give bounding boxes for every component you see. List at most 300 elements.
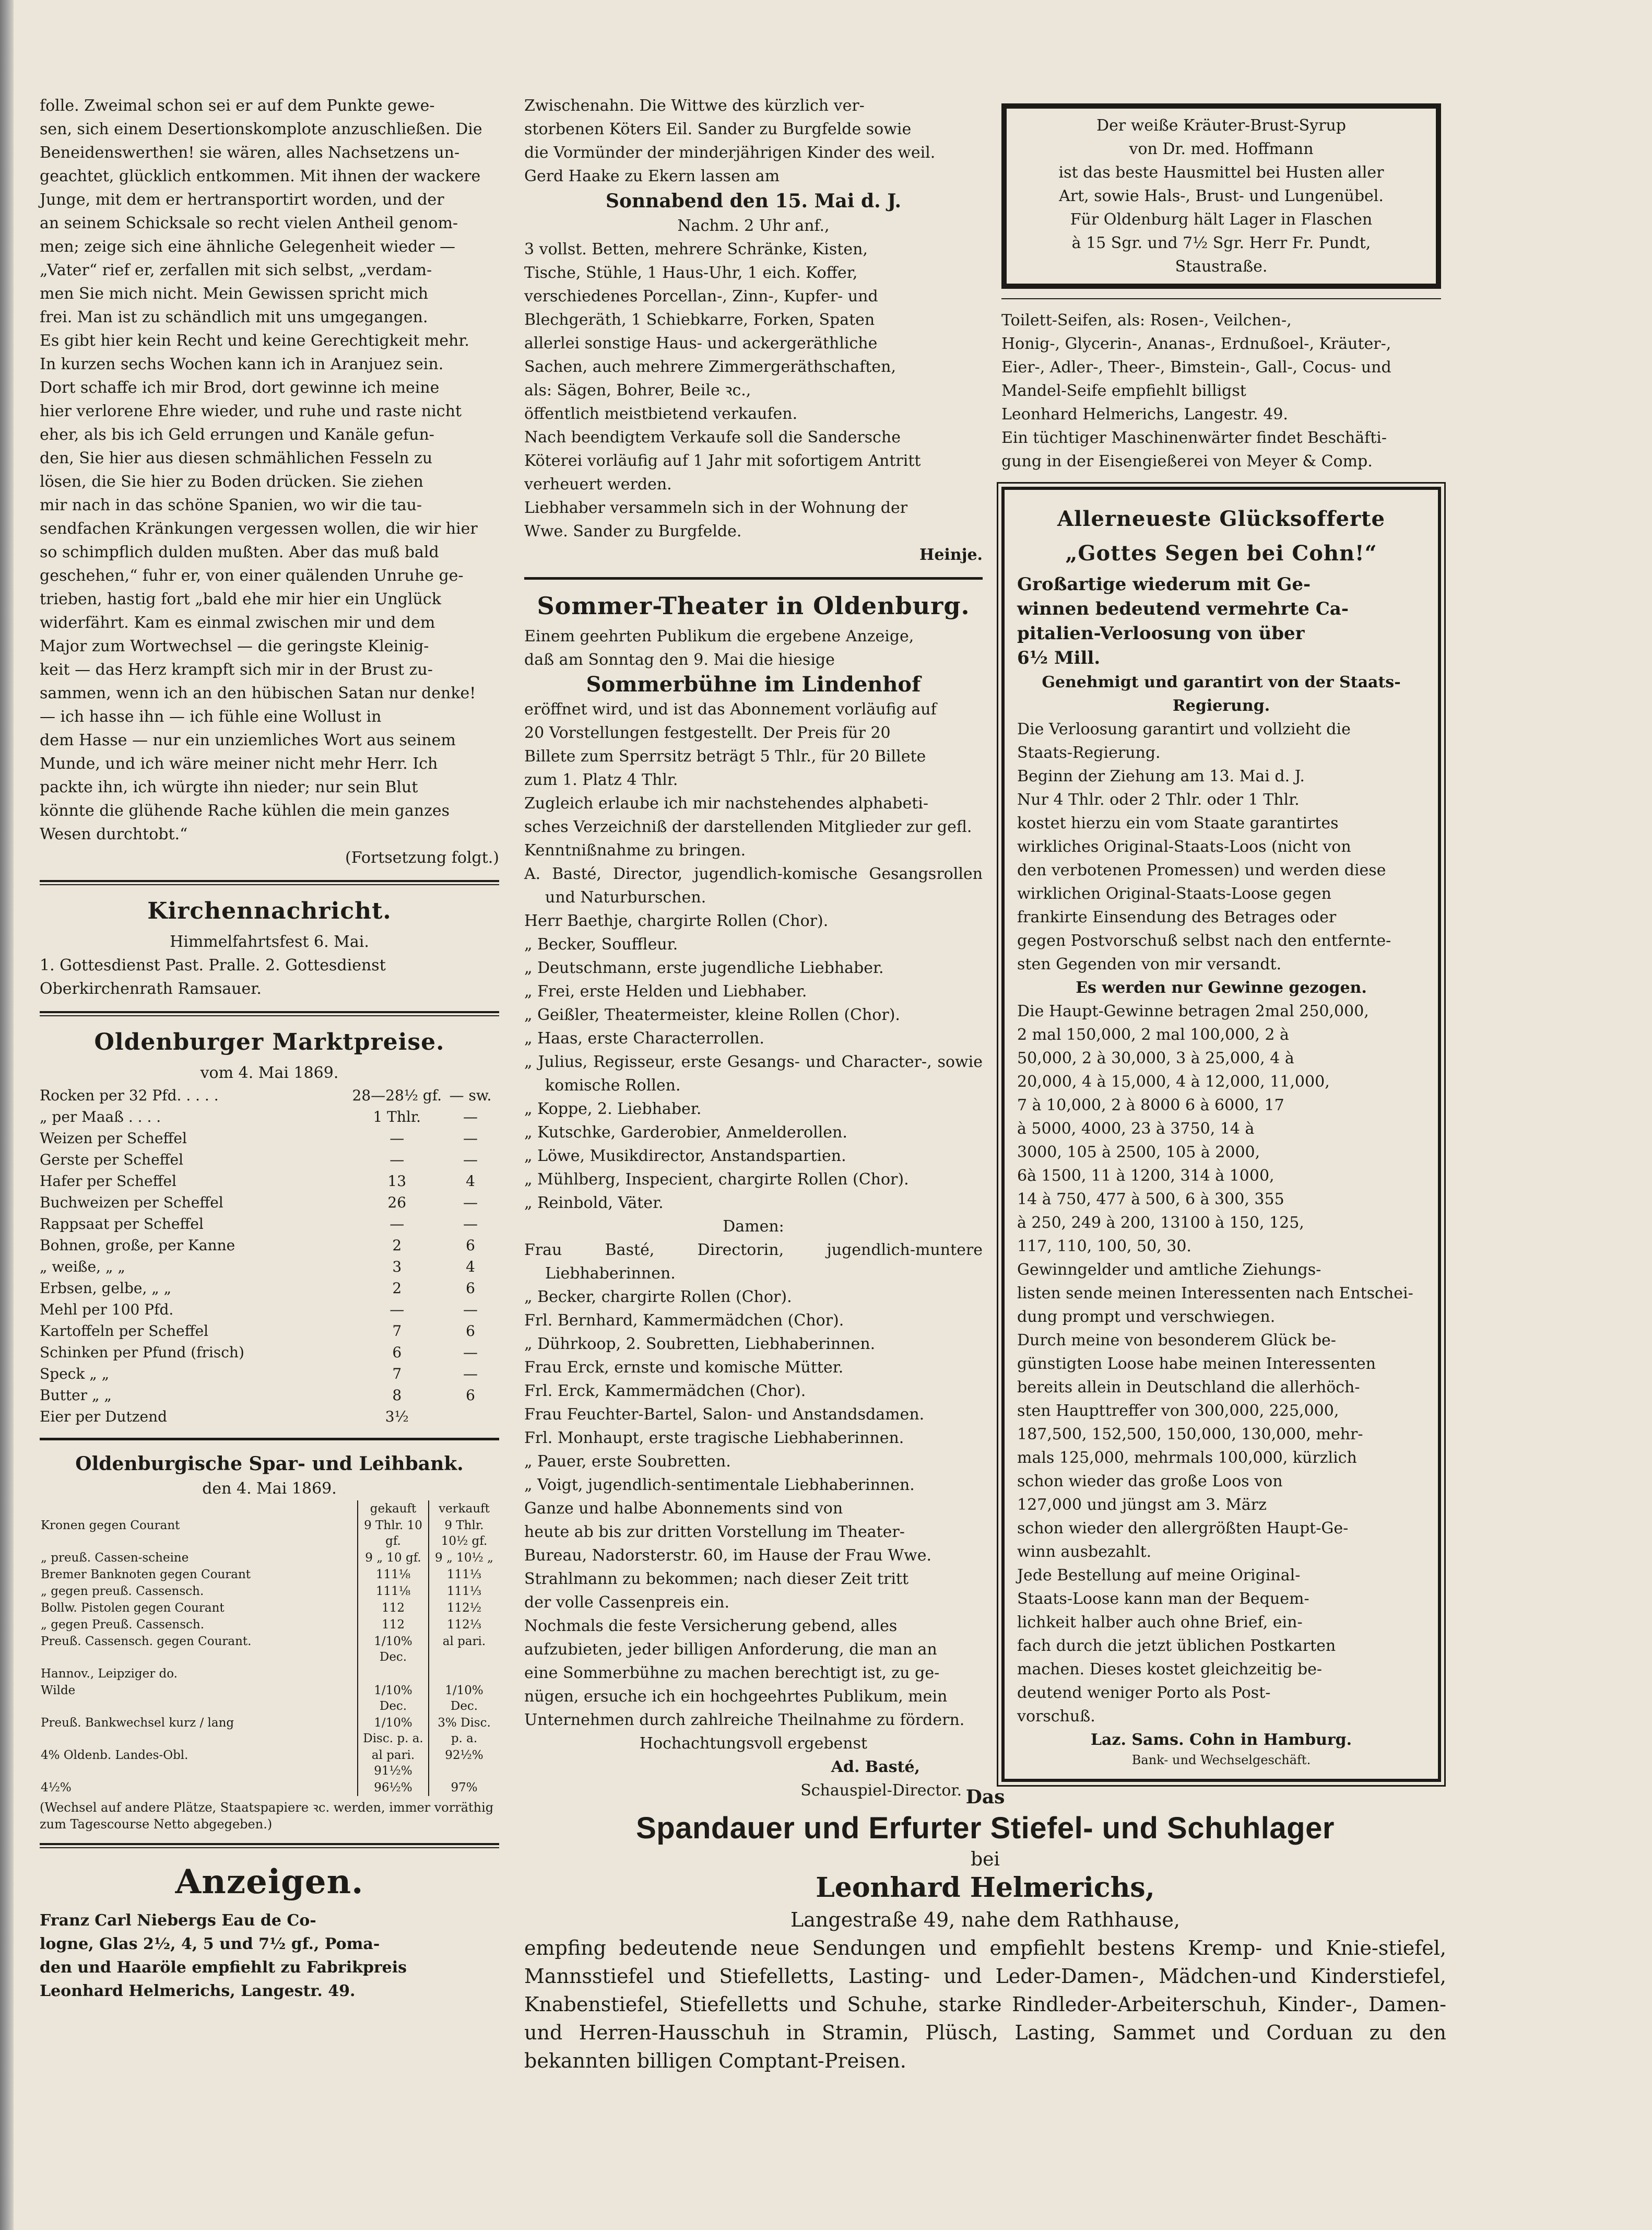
lottery-line: den verbotenen Promessen) und werden diese bbox=[1017, 861, 1386, 879]
market-cell: 6 bbox=[392, 1344, 402, 1361]
shoe-name: Leonhard Helmerichs, bbox=[816, 1872, 1155, 1904]
market-row bbox=[40, 1320, 499, 1342]
story-line: Munde, und ich wäre meiner nicht mehr Herr. Ich bbox=[40, 755, 438, 773]
theater-body bbox=[524, 698, 983, 862]
church-title: Kirchennachricht. bbox=[147, 898, 392, 924]
theater-line: Zugleich erlaube ich mir nachstehendes alphabeti- bbox=[524, 794, 928, 813]
bank-cell: Wilde bbox=[41, 1684, 76, 1697]
theater-end bbox=[524, 1497, 983, 1732]
bank-cell: 9 Thlr. 10 gf. bbox=[358, 1517, 429, 1550]
story-line: Major zum Wortwechsel — die geringste Kleinig- bbox=[40, 637, 429, 655]
market-cell: — bbox=[463, 1194, 478, 1211]
lottery-line: 127,000 und jüngst am 3. März bbox=[1017, 1496, 1267, 1514]
cast-entry: „ Reinbold, Väter. bbox=[524, 1194, 664, 1212]
market-cell: 6 bbox=[466, 1387, 475, 1404]
market-cell: — bbox=[463, 1344, 478, 1361]
market-cell: Buchweizen per Scheffel bbox=[40, 1194, 223, 1211]
divider bbox=[1001, 298, 1441, 299]
lottery-line: mals 125,000, mehrmals 100,000, kürzlich bbox=[1017, 1449, 1357, 1467]
lottery-line: Durch meine von besonderem Glück be- bbox=[1017, 1331, 1336, 1349]
theater-line: Bureau, Nadorsterstr. 60, im Hause der Frau Wwe. bbox=[524, 1546, 932, 1565]
story-line: sen, sich einem Desertionskomplote anzuschließen. Die bbox=[40, 120, 482, 138]
market-row bbox=[40, 1128, 499, 1149]
auction-line: Gerd Haake zu Ekern lassen am bbox=[524, 167, 780, 185]
cast-entry: A. Basté, Director, jugendlich-komische Gesangsrollen und Naturburschen. bbox=[524, 865, 983, 907]
column-left bbox=[40, 94, 499, 2003]
bank-cell: 92½% bbox=[429, 1747, 499, 1779]
bank-cell: Preuß. Bankwechsel kurz / lang bbox=[41, 1716, 234, 1730]
lottery-signature: Laz. Sams. Cohn in Hamburg. bbox=[1090, 1731, 1352, 1749]
story-line: keit — das Herz krampft sich mir in der Brust zu- bbox=[40, 661, 433, 679]
divider bbox=[40, 880, 499, 885]
theater-intro bbox=[524, 625, 983, 672]
cast-entry: „ Geißler, Theatermeister, kleine Rollen (Chor). bbox=[524, 1006, 900, 1024]
bank-cell: 112½ bbox=[429, 1600, 499, 1616]
market-row bbox=[40, 1235, 499, 1256]
ad-line: Leonhard Helmerichs, Langestr. 49. bbox=[40, 1982, 356, 2000]
lottery-line: deutend weniger Porto als Post- bbox=[1017, 1684, 1271, 1702]
soap-line: Mandel-Seife empfiehlt billigst bbox=[1001, 382, 1246, 400]
lottery-prize-line: 7 à 10,000, 2 à 8000 6 à 6000, 17 bbox=[1017, 1096, 1284, 1114]
story-line: Junge, mit dem er hertransportirt worden, und der bbox=[40, 191, 444, 209]
market-cell: 13 bbox=[387, 1172, 407, 1190]
bank-cell: „ gegen preuß. Cassensch. bbox=[41, 1585, 204, 1598]
bank-cell: „ preuß. Cassen-scheine bbox=[41, 1551, 189, 1565]
lottery-line: pitalien-Verloosung von über bbox=[1017, 623, 1305, 644]
bank-row bbox=[40, 1566, 499, 1583]
market-cell: 6 bbox=[466, 1322, 475, 1340]
market-cell: 26 bbox=[387, 1194, 407, 1211]
market-cell: Hafer per Scheffel bbox=[40, 1172, 176, 1190]
bank-cell: 9 „ 10½ „ bbox=[429, 1550, 499, 1566]
syrup-line: von Dr. med. Hoffmann bbox=[1129, 140, 1314, 158]
lottery-line: machen. Dieses kostet gleichzeitig be- bbox=[1017, 1660, 1323, 1679]
theater-line: eröffnet wird, und ist das Abonnement vorläufig auf bbox=[524, 700, 937, 719]
auction-line: die Vormünder der minderjährigen Kinder des weil. bbox=[524, 144, 936, 162]
auction-line: Tische, Stühle, 1 Haus-Uhr, 1 eich. Koffer, bbox=[524, 264, 858, 282]
syrup-line: Für Oldenburg hält Lager in Flaschen bbox=[1070, 210, 1373, 229]
market-row bbox=[40, 1256, 499, 1277]
market-cell: 2 bbox=[392, 1237, 402, 1254]
story-line: Beneidenswerthen! sie wären, alles Nachsetzens un- bbox=[40, 144, 460, 162]
ad-line: logne, Glas 2½, 4, 5 und 7½ gf., Poma- bbox=[40, 1935, 380, 1953]
cast-entry: Frau Feuchter-Bartel, Salon- und Anstandsdamen. bbox=[524, 1405, 925, 1424]
theater-line: Einem geehrten Publikum die ergebene Anzeige, bbox=[524, 627, 914, 645]
bank-cell: 9 „ 10 gf. bbox=[358, 1550, 429, 1566]
market-row bbox=[40, 1170, 499, 1192]
cast-men bbox=[524, 862, 983, 1215]
cast-entry: „ Deutschmann, erste jugendliche Liebhaber. bbox=[524, 959, 884, 977]
lottery-ad bbox=[1001, 487, 1441, 1782]
auction-line: Nach beendigtem Verkaufe soll die Sandersche bbox=[524, 428, 901, 447]
cast-entry: „ Pauer, erste Soubretten. bbox=[524, 1452, 731, 1471]
market-title: Oldenburger Marktpreise. bbox=[94, 1029, 445, 1055]
syrup-line: ist das beste Hausmittel bei Husten aller bbox=[1058, 163, 1384, 182]
ladies-heading: Damen: bbox=[723, 1217, 784, 1236]
lottery-wins: Es werden nur Gewinne gezogen. bbox=[1076, 979, 1367, 997]
cast-women bbox=[524, 1238, 983, 1497]
lottery-line: Gewinngelder und amtliche Ziehungs- bbox=[1017, 1261, 1321, 1279]
story-line: an seinem Schicksale so recht vielen Antheil genom- bbox=[40, 214, 458, 232]
market-cell: 6 bbox=[466, 1237, 475, 1254]
market-cell: Mehl per 100 Pfd. bbox=[40, 1301, 174, 1318]
story-line: folle. Zweimal schon sei er auf dem Punkte gewe- bbox=[40, 97, 435, 115]
soap-line: Honig-, Glycerin-, Ananas-, Erdnußoel-, Kräuter-, bbox=[1001, 335, 1391, 353]
bank-cell: Preuß. Cassensch. gegen Courant. bbox=[41, 1635, 252, 1648]
cast-entry: „ Koppe, 2. Liebhaber. bbox=[524, 1100, 702, 1118]
bank-title: Oldenburgische Spar- und Leihbank. bbox=[75, 1453, 464, 1475]
market-cell: — bbox=[390, 1215, 405, 1233]
lottery-line: bereits allein in Deutschland die allerhöch- bbox=[1017, 1378, 1360, 1396]
auction-line: Sachen, auch mehrere Zimmergeräthschaften, bbox=[524, 358, 896, 376]
lottery-prize-line: Die Haupt-Gewinne betragen 2mal 250,000, bbox=[1017, 1002, 1369, 1020]
lottery-tail bbox=[1017, 1258, 1425, 1728]
lottery-prizes bbox=[1017, 1000, 1425, 1258]
theater-line: sches Verzeichniß der darstellenden Mitglieder zur gefl. bbox=[524, 818, 972, 836]
lottery-line: vorschuß. bbox=[1017, 1707, 1095, 1726]
bank-row bbox=[40, 1616, 499, 1633]
theater-sub: Sommerbühne im Lindenhof bbox=[586, 672, 921, 697]
cast-entry: „ Löwe, Musikdirector, Anstandspartien. bbox=[524, 1147, 846, 1165]
auction-line: verheuert werden. bbox=[524, 475, 672, 494]
lottery-gov: Genehmigt und garantirt von der Staats-Regierung. bbox=[1042, 673, 1401, 715]
bank-row bbox=[40, 1665, 499, 1682]
market-cell: — bbox=[463, 1215, 478, 1233]
bank-cell: 111⅓ bbox=[429, 1566, 499, 1583]
binding-edge bbox=[0, 0, 14, 2230]
lottery-line: winnen bedeutend vermehrte Ca- bbox=[1017, 598, 1349, 619]
cast-entry: „ Julius, Regisseur, erste Gesangs- und Character-, sowie komische Rollen. bbox=[524, 1053, 983, 1095]
market-cell: Gerste per Scheffel bbox=[40, 1151, 184, 1168]
soap-line: Leonhard Helmerichs, Langestr. 49. bbox=[1001, 405, 1288, 424]
lottery-line: dung prompt und verschwiegen. bbox=[1017, 1308, 1276, 1326]
auction-line: öffentlich meistbietend verkaufen. bbox=[524, 405, 798, 423]
auction-line: 3 vollst. Betten, mehrere Schränke, Kisten, bbox=[524, 240, 868, 259]
market-row bbox=[40, 1406, 499, 1427]
bank-cell: Hannov., Leipziger do. bbox=[41, 1667, 178, 1681]
market-cell: — bbox=[463, 1301, 478, 1318]
market-cell: Eier per Dutzend bbox=[40, 1408, 168, 1425]
cast-entry: „ Frei, erste Helden und Liebhaber. bbox=[524, 982, 807, 1001]
theater-line: Billete zum Sperrsitz beträgt 5 Thlr., für 20 Billete bbox=[524, 747, 926, 766]
market-cell: Weizen per Scheffel bbox=[40, 1130, 187, 1147]
bank-row bbox=[40, 1550, 499, 1566]
story-line: geschehen,“ fuhr er, von einer quälenden Unruhe ge- bbox=[40, 567, 464, 585]
auction-line: als: Sägen, Bohrer, Beile ꝛc., bbox=[524, 381, 751, 400]
bank-row bbox=[40, 1517, 499, 1550]
divider bbox=[524, 577, 983, 580]
cast-entry: „ Voigt, jugendlich-sentimentale Liebhaberinnen. bbox=[524, 1476, 915, 1494]
market-row bbox=[40, 1299, 499, 1320]
story-line: so schimpflich dulden mußten. Aber das muß bald bbox=[40, 543, 439, 561]
market-cell bbox=[442, 1406, 499, 1427]
market-row bbox=[40, 1085, 499, 1106]
bank-row bbox=[40, 1633, 499, 1665]
bank-cell: 111⅓ bbox=[429, 1583, 499, 1600]
market-row bbox=[40, 1384, 499, 1406]
story-line: mir nach in das schöne Spanien, wo wir die tau- bbox=[40, 496, 422, 514]
lottery-prize-line: 14 à 750, 477 à 500, 6 à 300, 355 bbox=[1017, 1190, 1284, 1208]
bank-cell: 3% Disc. p. a. bbox=[429, 1715, 499, 1747]
theater-line: daß am Sonntag den 9. Mai die hiesige bbox=[524, 651, 835, 669]
shoe-address: Langestraße 49, nahe dem Rathhause, bbox=[790, 1908, 1180, 1931]
market-cell: 2 bbox=[392, 1280, 402, 1297]
bank-cell: 96½% bbox=[358, 1779, 429, 1796]
shoe-ad bbox=[524, 1786, 1446, 2075]
story-line: geachtet, glücklich entkommen. Mit ihnen der wackere bbox=[40, 167, 481, 185]
market-cell: Rocken per 32 Pfd. . . . . bbox=[40, 1087, 219, 1104]
story-line: „Vater“ rief er, zerfallen mit sich selbst, „verdam- bbox=[40, 261, 432, 279]
auction-date: Sonnabend den 15. Mai d. J. bbox=[606, 190, 901, 212]
market-table bbox=[40, 1085, 499, 1427]
market-row bbox=[40, 1149, 499, 1170]
theater-line: Ganze und halbe Abonnements sind von bbox=[524, 1499, 843, 1518]
auction-line: Liebhaber versammeln sich in der Wohnung der bbox=[524, 499, 908, 517]
market-date: vom 4. Mai 1869. bbox=[200, 1064, 339, 1082]
church-line: 1. Gottesdienst Past. Pralle. 2. Gottesdienst bbox=[40, 956, 386, 975]
bank-row bbox=[40, 1600, 499, 1616]
bank-row bbox=[40, 1779, 499, 1796]
bank-cell: al pari. bbox=[429, 1633, 499, 1665]
lottery-line: Die Verloosung garantirt und vollzieht die bbox=[1017, 720, 1351, 738]
soap-line: Toilett-Seifen, als: Rosen-, Veilchen-, bbox=[1001, 311, 1292, 330]
syrup-line: Art, sowie Hals-, Brust- und Lungenübel. bbox=[1059, 187, 1384, 205]
lottery-prize-line: 6à 1500, 11 à 1200, 314 à 1000, bbox=[1017, 1167, 1275, 1185]
lottery-line: Staats-Loose kann man der Bequem- bbox=[1017, 1590, 1309, 1608]
bank-note: (Wechsel auf andere Plätze, Staatspapiere ꝛc. werden, immer vorräthig zum Tagescourse Netto abgegeben.) bbox=[40, 1800, 494, 1832]
lottery-prize-line: 117, 110, 100, 50, 30. bbox=[1017, 1237, 1191, 1255]
market-cell: — sw. bbox=[449, 1087, 492, 1104]
lottery-line: winn ausbezahlt. bbox=[1017, 1543, 1152, 1561]
market-cell: — bbox=[463, 1365, 478, 1382]
story-text bbox=[40, 94, 499, 846]
theater-role: Schauspiel-Director. bbox=[800, 1781, 962, 1800]
bank-cell: 1/10% Dec. bbox=[358, 1633, 429, 1665]
theater-line: heute ab bis zur dritten Vorstellung im Theater- bbox=[524, 1523, 905, 1541]
theater-line: der volle Cassenpreis ein. bbox=[524, 1593, 730, 1612]
lottery-line: frankirte Einsendung des Betrages oder bbox=[1017, 908, 1337, 926]
auction-line: allerlei sonstige Haus- und ackergeräthliche bbox=[524, 334, 878, 353]
lottery-line: sten Haupttreffer von 300,000, 225,000, bbox=[1017, 1402, 1339, 1420]
bank-row bbox=[40, 1583, 499, 1600]
lottery-bold bbox=[1017, 572, 1425, 671]
lottery-sub: „Gottes Segen bei Cohn!“ bbox=[1065, 541, 1377, 566]
bank-row bbox=[40, 1715, 499, 1747]
bank-head-buy: gekauft bbox=[358, 1500, 429, 1517]
theater-line: zum 1. Platz 4 Thlr. bbox=[524, 771, 678, 789]
bank-head-sell: verkauft bbox=[429, 1500, 499, 1517]
church-line: Oberkirchenrath Ramsauer. bbox=[40, 980, 262, 998]
bank-cell: Kronen gegen Courant bbox=[41, 1519, 180, 1532]
market-cell: — bbox=[463, 1130, 478, 1147]
story-line: eher, als bis ich Geld errungen und Kanäle gefun- bbox=[40, 426, 434, 444]
cast-entry: Herr Baethje, chargirte Rollen (Chor). bbox=[524, 912, 829, 930]
story-line: men; zeige sich eine ähnliche Gelegenheit wieder — bbox=[40, 238, 456, 256]
theater-line: nügen, ersuche ich ein hochgeehrtes Publikum, mein bbox=[524, 1687, 948, 1706]
cast-entry: „ Mühlberg, Inspecient, chargirte Rollen (Chor). bbox=[524, 1170, 909, 1189]
lottery-line: gegen Postvorschuß selbst nach den entfernte- bbox=[1017, 932, 1391, 950]
bank-cell: Bremer Banknoten gegen Courant bbox=[41, 1568, 251, 1581]
ads-title: Anzeigen. bbox=[175, 1862, 364, 1902]
church-line: Himmelfahrtsfest 6. Mai. bbox=[170, 933, 369, 951]
market-cell: Bohnen, große, per Kanne bbox=[40, 1237, 235, 1254]
bank-cell bbox=[429, 1665, 499, 1682]
theater-regards: Hochachtungsvoll ergebenst bbox=[639, 1734, 868, 1753]
syrup-line: Staustraße. bbox=[1175, 257, 1268, 276]
ad-line: Franz Carl Niebergs Eau de Co- bbox=[40, 1911, 316, 1930]
cologne-ad bbox=[40, 1909, 499, 2003]
market-cell: Kartoffeln per Scheffel bbox=[40, 1322, 209, 1340]
bank-date: den 4. Mai 1869. bbox=[202, 1480, 337, 1498]
syrup-ad bbox=[1001, 103, 1441, 289]
bank-cell: 1/10% Disc. p. a. bbox=[358, 1715, 429, 1747]
lottery-prize-line: à 250, 249 à 200, 13100 à 150, 125, bbox=[1017, 1214, 1304, 1232]
cast-entry: Frl. Monhaupt, erste tragische Liebhaberinnen. bbox=[524, 1429, 904, 1447]
lottery-line: Jede Bestellung auf meine Original- bbox=[1017, 1566, 1301, 1585]
column-middle bbox=[524, 94, 983, 1802]
lottery-firm: Bank- und Wechselgeschäft. bbox=[1131, 1753, 1311, 1767]
market-row bbox=[40, 1363, 499, 1384]
bank-cell bbox=[358, 1665, 429, 1682]
market-cell: 4 bbox=[466, 1258, 475, 1275]
lottery-line: Beginn der Ziehung am 13. Mai d. J. bbox=[1017, 767, 1305, 785]
lottery-line: Staats-Regierung. bbox=[1017, 744, 1161, 762]
lottery-line: günstigten Loose habe meinen Interessenten bbox=[1017, 1355, 1376, 1373]
story-line: Es gibt hier kein Recht und keine Gerechtigkeit mehr. bbox=[40, 332, 469, 350]
theater-line: aufzubieten, jeder billigen Anforderung, die man an bbox=[524, 1640, 937, 1659]
story-line: lösen, die Sie hier zu Boden drücken. Sie ziehen bbox=[40, 473, 423, 491]
story-line: packte ihn, ich würgte ihn nieder; nur sein Blut bbox=[40, 778, 418, 796]
story-line: — ich hasse ihn — ich fühle eine Wollust in bbox=[40, 708, 382, 726]
story-line: widerfährt. Kam es einmal zwischen mir und dem bbox=[40, 614, 435, 632]
lottery-prize-line: 3000, 105 à 2500, 105 à 2000, bbox=[1017, 1143, 1260, 1161]
market-cell: — bbox=[463, 1108, 478, 1125]
lottery-line: Nur 4 Thlr. oder 2 Thlr. oder 1 Thlr. bbox=[1017, 791, 1300, 809]
theater-line: eine Sommerbühne zu machen berechtigt ist, zu ge- bbox=[524, 1664, 940, 1682]
market-cell: 1 Thlr. bbox=[373, 1108, 421, 1125]
auction-line: storbenen Köters Eil. Sander zu Burgfelde sowie bbox=[524, 120, 912, 138]
bank-cell: 111⅛ bbox=[358, 1583, 429, 1600]
syrup-line: à 15 Sgr. und 7½ Sgr. Herr Fr. Pundt, bbox=[1071, 234, 1371, 252]
theater-line: Unternehmen durch zahlreiche Theilnahme zu fördern. bbox=[524, 1711, 965, 1729]
market-row bbox=[40, 1277, 499, 1299]
market-row bbox=[40, 1106, 499, 1128]
job-line: gung in der Eisengießerei von Meyer & Comp. bbox=[1001, 452, 1373, 471]
lottery-line: fach durch die jetzt üblichen Postkarten bbox=[1017, 1637, 1336, 1655]
bank-cell: 97% bbox=[429, 1779, 499, 1796]
cast-entry: Frl. Erck, Kammermädchen (Chor). bbox=[524, 1382, 806, 1400]
bank-cell: 1/10% Dec. bbox=[429, 1682, 499, 1715]
auction-signature: Heinje. bbox=[919, 546, 983, 564]
job-ad bbox=[1001, 426, 1441, 473]
lottery-line: schon wieder das große Loos von bbox=[1017, 1472, 1283, 1490]
lottery-line: kostet hierzu ein vom Staate garantirtes bbox=[1017, 814, 1339, 832]
bank-cell: 112⅓ bbox=[429, 1616, 499, 1633]
lottery-prize-line: 20,000, 4 à 15,000, 4 à 12,000, 11,000, bbox=[1017, 1073, 1330, 1091]
bank-cell: 111⅛ bbox=[358, 1566, 429, 1583]
auction-notice bbox=[524, 94, 983, 188]
story-line: sammen, wenn ich an den hübischen Satan nur denke! bbox=[40, 684, 476, 702]
auction-line: verschiedenes Porcellan-, Zinn-, Kupfer- und bbox=[524, 287, 878, 306]
lottery-line: lichkeit halber auch ohne Brief, ein- bbox=[1017, 1613, 1303, 1632]
market-cell: „ weiße, „ „ bbox=[40, 1258, 125, 1275]
cast-entry: Frl. Bernhard, Kammermädchen (Chor). bbox=[524, 1311, 844, 1330]
story-line: frei. Man ist zu schändlich mit uns umgegangen. bbox=[40, 308, 428, 326]
bank-cell: 1/10% Dec. bbox=[358, 1682, 429, 1715]
story-line: trieben, hastig fort „bald ehe mir hier ein Unglück bbox=[40, 590, 441, 608]
lottery-line: wirkliches Original-Staats-Loos (nicht von bbox=[1017, 838, 1351, 856]
lottery-line: schon wieder den allergrößten Haupt-Ge- bbox=[1017, 1519, 1349, 1537]
divider bbox=[40, 1843, 499, 1848]
market-cell: — bbox=[390, 1130, 405, 1147]
auction-line: Wwe. Sander zu Burgfelde. bbox=[524, 522, 742, 541]
cast-entry: Frau Basté, Directorin, jugendlich-muntere Liebhaberinnen. bbox=[524, 1241, 983, 1283]
lottery-body bbox=[1017, 718, 1425, 976]
market-cell: — bbox=[390, 1301, 405, 1318]
cast-entry: „ Becker, Souffleur. bbox=[524, 935, 678, 954]
lottery-line: 6½ Mill. bbox=[1017, 648, 1101, 668]
theater-line: 20 Vorstellungen festgestellt. Der Preis für 20 bbox=[524, 724, 891, 742]
market-cell: 6 bbox=[466, 1280, 475, 1297]
market-cell: Rappsaat per Scheffel bbox=[40, 1215, 204, 1233]
market-cell: Schinken per Pfund (frisch) bbox=[40, 1344, 244, 1361]
shoe-headline: Spandauer und Erfurter Stiefel- und Schuhlager bbox=[636, 1811, 1335, 1845]
lottery-prize-line: à 5000, 4000, 23 à 3750, 14 à bbox=[1017, 1120, 1255, 1138]
market-cell: Speck „ „ bbox=[40, 1365, 110, 1382]
lottery-line: listen sende meinen Interessenten nach Entschei- bbox=[1017, 1284, 1413, 1302]
shoe-body: empfing bedeutende neue Sendungen und empfiehlt bestens Kremp- und Knie-stiefel, Mannsstiefel und Stiefelletts, Lasting- und Leder-Damen-, Mädchen-und Kinderstiefel, Knabenstiefel, Stiefelletts und Schuhe, starke Rindleder-Arbeiterschuh, Kinder-, Damen- und Herren-Hausschuh in Stramin, Plüsch, Lasting, Sammet und Corduan zu den bekannten billigen Comptant-Preisen. bbox=[524, 1936, 1446, 2072]
market-cell: 28—28½ gf. bbox=[352, 1087, 442, 1104]
theater-line: Strahlmann zu bekommen; nach dieser Zeit tritt bbox=[524, 1570, 909, 1588]
theater-title: Sommer-Theater in Oldenburg. bbox=[537, 592, 970, 620]
lottery-prize-line: 2 mal 150,000, 2 mal 100,000, 2 à bbox=[1017, 1026, 1289, 1044]
auction-time: Nachm. 2 Uhr anf., bbox=[677, 217, 830, 235]
market-cell: 8 bbox=[392, 1387, 402, 1404]
bank-row bbox=[40, 1747, 499, 1779]
market-cell: 3 bbox=[392, 1258, 402, 1275]
story-line: sendfachen Kränkungen vergessen wollen, die wir hier bbox=[40, 520, 478, 538]
cast-entry: Frau Erck, ernste und komische Mütter. bbox=[524, 1358, 844, 1377]
auction-line: Zwischenahn. Die Wittwe des kürzlich ver- bbox=[524, 97, 865, 115]
story-continued: (Fortsetzung folgt.) bbox=[345, 849, 499, 867]
divider bbox=[40, 1438, 499, 1440]
divider bbox=[40, 1011, 499, 1016]
theater-line: Kenntnißnahme zu bringen. bbox=[524, 841, 746, 860]
bank-cell: al pari. 91½% bbox=[358, 1747, 429, 1779]
market-cell: „ per Maaß . . . . bbox=[40, 1108, 161, 1125]
auction-line: Blechgeräth, 1 Schiebkarre, Forken, Spaten bbox=[524, 311, 875, 329]
market-row bbox=[40, 1342, 499, 1363]
lottery-line: sten Gegenden von mir versandt. bbox=[1017, 955, 1282, 973]
lottery-line: wirklichen Original-Staats-Loose gegen bbox=[1017, 885, 1331, 903]
story-line: könnte die glühende Rache kühlen die mein ganzes bbox=[40, 802, 450, 820]
bank-cell: 4% Oldenb. Landes-Obl. bbox=[41, 1748, 188, 1762]
market-cell: 3½ bbox=[385, 1408, 409, 1425]
story-line: In kurzen sechs Wochen kann ich in Aranjuez sein. bbox=[40, 355, 444, 373]
story-line: men Sie mich nicht. Mein Gewissen spricht mich bbox=[40, 285, 429, 303]
market-cell: Erbsen, gelbe, „ „ bbox=[40, 1280, 172, 1297]
market-cell: — bbox=[463, 1151, 478, 1168]
bank-cell: Bollw. Pistolen gegen Courant bbox=[41, 1601, 225, 1615]
syrup-line: Der weiße Kräuter-Brust-Syrup bbox=[1096, 116, 1346, 135]
market-cell: Butter „ „ bbox=[40, 1387, 112, 1404]
lottery-title: Allerneueste Glücksofferte bbox=[1057, 507, 1385, 531]
cast-entry: „ Dührkoop, 2. Soubretten, Liebhaberinnen. bbox=[524, 1335, 876, 1353]
market-row bbox=[40, 1192, 499, 1213]
cast-entry: „ Kutschke, Garderobier, Anmelderollen. bbox=[524, 1123, 847, 1142]
market-cell: 4 bbox=[466, 1172, 475, 1190]
soap-ad bbox=[1001, 309, 1441, 426]
